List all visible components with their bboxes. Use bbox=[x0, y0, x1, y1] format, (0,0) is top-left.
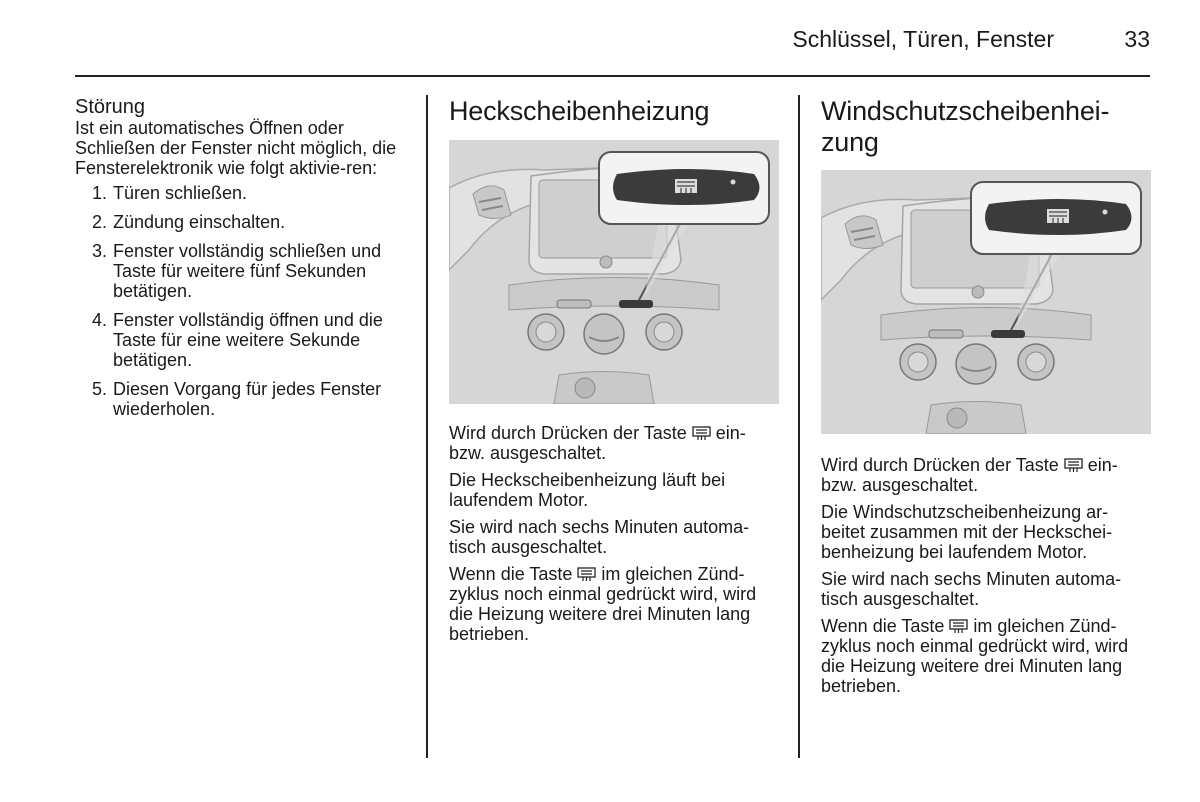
dashboard-illustration bbox=[449, 140, 779, 404]
step-text: Zündung einschalten. bbox=[113, 212, 286, 232]
dashboard-illustration bbox=[821, 170, 1151, 434]
list-item bbox=[75, 379, 410, 419]
page-number: 33 bbox=[1124, 26, 1150, 52]
rear-window-heater-icon bbox=[692, 426, 711, 441]
column-divider-2 bbox=[798, 95, 800, 758]
step-text: Fenster vollständig schließen und Taste für weitere fünf Sekunden betätigen. bbox=[113, 241, 382, 301]
section-title-windschutzscheibenheizung bbox=[821, 96, 1151, 158]
running-header: Schlüssel, Türen, Fenster bbox=[792, 26, 1054, 52]
p1-before: Wird durch Drücken der Taste bbox=[449, 423, 692, 443]
step-text: Diesen Vorgang für jedes Fenster wiederholen. bbox=[113, 379, 382, 419]
paragraph-auto-off: Sie wird nach sechs Minuten automa-tisch ausgeschaltet. bbox=[449, 517, 750, 557]
paragraph-repeat bbox=[821, 616, 1151, 696]
column-windschutzscheibenheizung bbox=[821, 96, 1151, 703]
step-text: Fenster vollständig öffnen und die Taste für eine weitere Sekunde betätigen. bbox=[113, 310, 383, 370]
intro-text: Ist ein automatisches Öffnen oder Schließen der Fenster nicht möglich, die Fensterelektronik wie folgt aktivie-ren: bbox=[75, 118, 397, 178]
p4-before: Wenn die Taste bbox=[821, 616, 950, 636]
paragraph-operation: Die Windschutzscheibenheizung ar-beitet zusammen mit der Heckschei-benheizung bei laufendem Motor. bbox=[821, 502, 1113, 562]
title-line-1: Windschutzscheibenhei- bbox=[821, 96, 1110, 126]
paragraph-toggle bbox=[821, 455, 1151, 495]
list-item bbox=[75, 310, 410, 370]
paragraph-auto-off: Sie wird nach sechs Minuten automa-tisch ausgeschaltet. bbox=[821, 569, 1122, 609]
list-item bbox=[75, 183, 410, 203]
title-line-2: zung bbox=[821, 127, 879, 157]
p4-before: Wenn die Taste bbox=[449, 564, 578, 584]
step-number: 5. bbox=[91, 379, 107, 399]
rear-window-heater-icon bbox=[1064, 458, 1083, 473]
rear-window-heater-icon bbox=[949, 619, 968, 634]
section-title-heckscheibenheizung: Heckscheibenheizung bbox=[449, 96, 710, 126]
paragraph-repeat bbox=[449, 564, 779, 644]
p4-after: im gleichen Zünd-zyklus noch einmal gedrückt wird, wird die Heizung weitere drei Minuten lang betrieben. bbox=[449, 564, 757, 644]
p1-before: Wird durch Drücken der Taste bbox=[821, 455, 1064, 475]
rear-window-heater-icon bbox=[577, 567, 596, 582]
list-item bbox=[75, 212, 410, 232]
column-stoerung bbox=[75, 96, 410, 428]
paragraph-toggle bbox=[449, 423, 779, 463]
step-text: Türen schließen. bbox=[113, 183, 248, 203]
section-heading-stoerung: Störung bbox=[75, 96, 146, 118]
step-number: 3. bbox=[91, 241, 107, 261]
column-heckscheibenheizung bbox=[449, 96, 779, 651]
steps-list bbox=[75, 183, 410, 419]
step-number: 4. bbox=[91, 310, 107, 330]
header-rule bbox=[75, 75, 1150, 77]
p4-after: im gleichen Zünd-zyklus noch einmal gedrückt wird, wird die Heizung weitere drei Minuten lang betrieben. bbox=[821, 616, 1129, 696]
step-number: 2. bbox=[91, 212, 107, 232]
p1-after: ein- bzw. ausgeschaltet. bbox=[821, 455, 1118, 495]
p1-after: ein- bzw. ausgeschaltet. bbox=[449, 423, 746, 463]
paragraph-operation: Die Heckscheibenheizung läuft bei laufendem Motor. bbox=[449, 470, 726, 510]
step-number: 1. bbox=[91, 183, 107, 203]
column-divider-1 bbox=[426, 95, 428, 758]
list-item bbox=[75, 241, 410, 301]
